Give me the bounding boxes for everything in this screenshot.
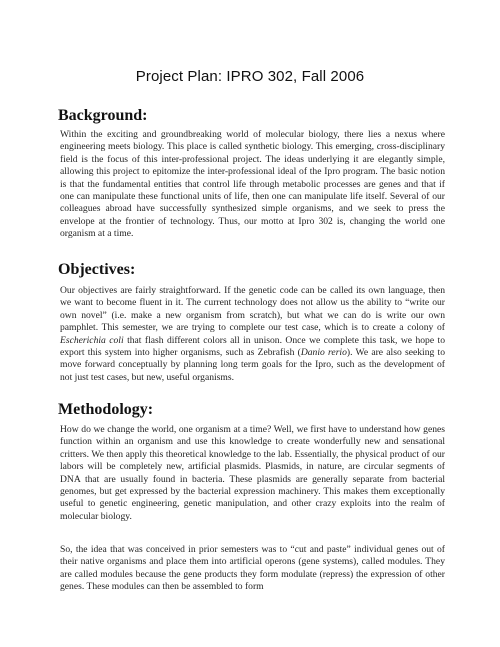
- paragraph-methodology-2: [60, 544, 445, 594]
- text-run: Our objectives are fairly straightforward. If the genetic code can be called its own language, then we want to become fluent in it. The current technology does not allow us the ability to “write our own novel” (i.e. make a new organism from scratch), but what we can do is write our own pamphlet. This semester, we are trying to complete our test case, which is to create a colony of: [60, 285, 445, 334]
- text-run: Within the exciting and groundbreaking world of molecular biology, there lies a nexus where engineering meets biology. This place is called synthetic biology. This emerging, cross-disciplinary field is the focus of this inter-professional project. The ideas underlying it are elegantly simple, allowing this project to epitomize the inter-professional ideal of the Ipro program. The basic notion is that the fundamental entities that control life through metabolic processes are genes and that if one can manipulate these functional units of life, then one can manipulate life itself. Several of our colleagues abroad have successfully synthesized simple organisms, and we seek to press the envelope at the frontier of technology. Thus, our motto at Ipro 302 is, changing the world one organism at a time.: [60, 129, 445, 240]
- paragraph-methodology-1: [60, 424, 445, 523]
- species-name-italic: Danio rerio: [300, 347, 347, 359]
- heading-objectives: Objectives:: [58, 261, 136, 278]
- heading-methodology: Methodology:: [58, 401, 154, 418]
- heading-background: Background:: [58, 107, 148, 124]
- page-title: Project Plan: IPRO 302, Fall 2006: [135, 68, 365, 85]
- text-run: How do we change the world, one organism at a time? Well, we first have to understand how genes function within an organism and use this knowledge to create wonderfully new and sensational critters. We then apply this theoretical knowledge to the lab. Essentially, the physical product of our labors will be completely new, artificial plasmids. Plasmids, in nature, are circular segments of DNA that are usually found in bacteria. These plasmids are generally separate from bacterial genomes, but get expressed by the bacterial expression machinery. This makes them exceptionally useful to genetic engineering, genetic manipulation, and other crazy exploits into the realm of molecular biology.: [60, 424, 445, 522]
- text-run: So, the idea that was conceived in prior semesters was to “cut and paste” individual genes out of their native organisms and place them into artificial operons (gene systems), called modules. They are called modules because the gene products they form modulate (repress) the expression of other genes. These modules can then be assembled to form: [60, 544, 445, 593]
- paragraph-objectives: [60, 285, 445, 384]
- text-run: ). We are also seeking to move forward conceptually by planning long term goals for the Ipro, such as the development of not just test cases, but new, useful organisms.: [60, 347, 445, 383]
- paragraph-background: [60, 129, 445, 241]
- text-run: that flash different colors all in unison. Once we complete this task, we hope to export this system into higher organisms, such as Zebrafish (: [60, 334, 445, 359]
- species-name-italic: Escherichia coli: [60, 334, 124, 346]
